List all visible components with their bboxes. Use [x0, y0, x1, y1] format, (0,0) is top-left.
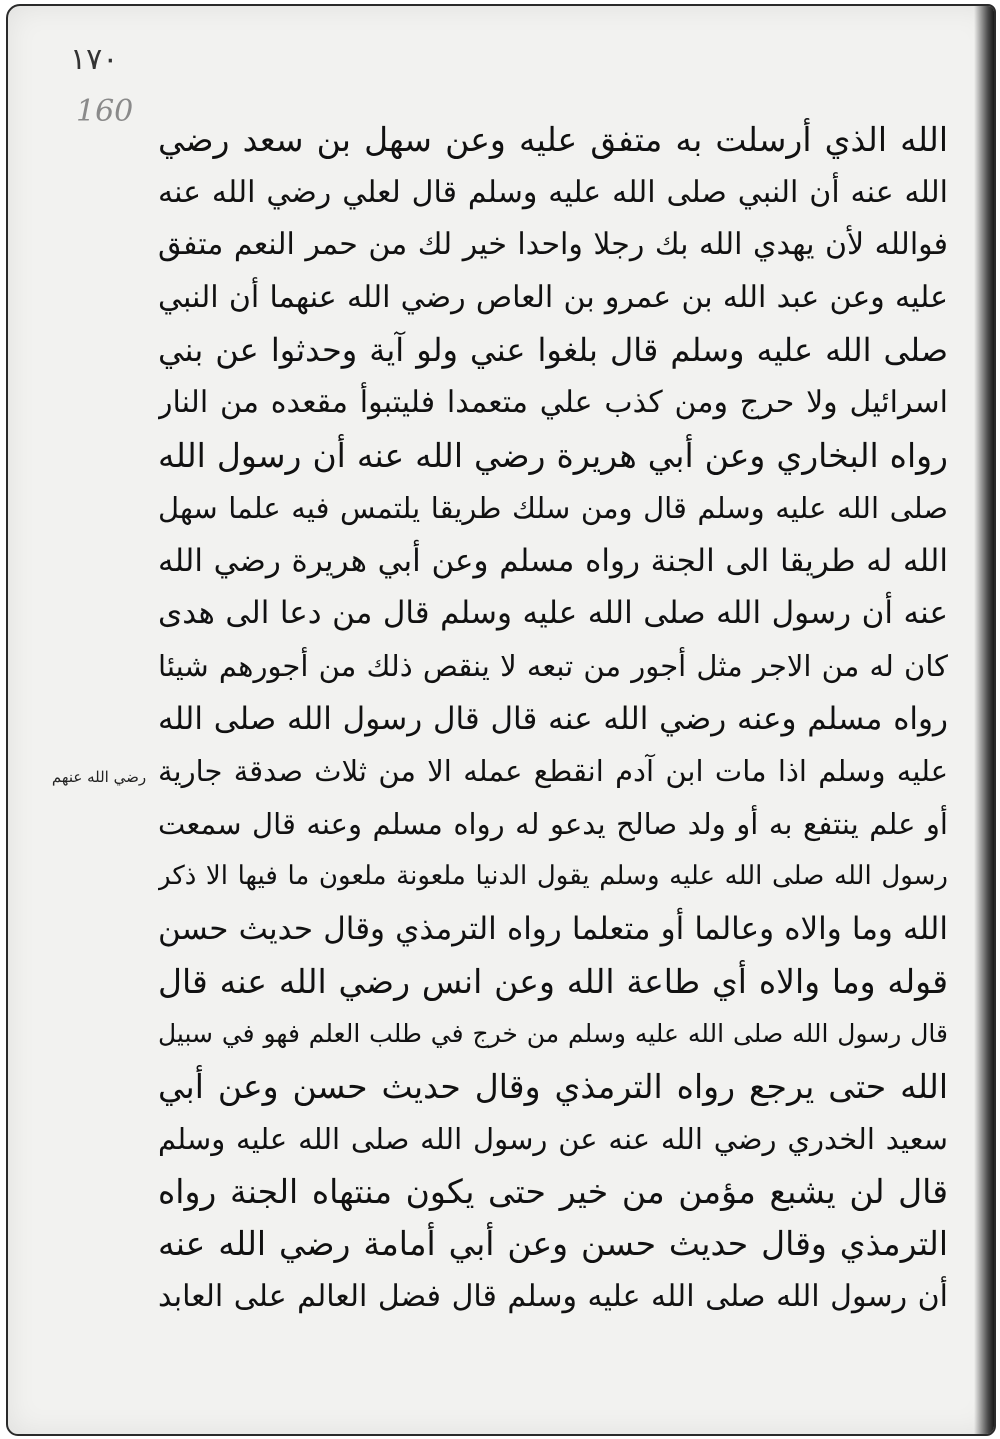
manuscript-text-block [158, 114, 948, 1324]
folio-number-ink: ١٧٠ [70, 42, 119, 77]
text-line: عنه أن رسول الله صلى الله عليه وسلم قال من دعا الى هدى [158, 595, 948, 632]
text-line: صلى الله عليه وسلم قال ومن سلك طريقا يلتمس فيه علما سهل [158, 491, 948, 526]
text-line: فوالله لأن يهدي الله بك رجلا واحدا خير لك من حمر النعم متفق [158, 227, 948, 263]
text-line: عليه وعن عبد الله بن عمرو بن العاص رضي الله عنهما أن النبي [158, 279, 948, 315]
text-line: قوله وما والاه أي طاعة الله وعن انس رضي الله عنه قال [158, 961, 948, 1001]
text-line: رواه مسلم وعنه رضي الله عنه قال قال رسول الله صلى الله [158, 700, 948, 737]
text-line: الله الذي أرسلت به متفق عليه وعن سهل بن سعد رضي [158, 120, 948, 159]
text-line: الله حتى يرجع رواه الترمذي وقال حديث حسن وعن أبي [158, 1066, 948, 1106]
text-line: الله وما والاه وعالما أو متعلما رواه الترمذي وقال حديث حسن [158, 910, 948, 947]
text-line: أو علم ينتفع به أو ولد صالح يدعو له رواه مسلم وعنه قال سمعت [158, 806, 948, 841]
folio-number-pencil: 160 [76, 94, 134, 129]
page-edge-shadow [974, 6, 994, 1434]
text-line: صلى الله عليه وسلم قال بلغوا عني ولو آية وحدثوا عن بني [158, 331, 948, 370]
text-line: رواه البخاري وعن أبي هريرة رضي الله عنه أن رسول الله [158, 435, 948, 475]
text-line: قال لن يشبع مؤمن من خير حتى يكون منتهاه الجنة رواه [158, 1171, 948, 1211]
text-line: الله له طريقا الى الجنة رواه مسلم وعن أبي هريرة رضي الله [158, 542, 948, 579]
text-line: كان له من الاجر مثل أجور من تبعه لا ينقص ذلك من أجورهم شيئا [158, 648, 948, 683]
text-line: قال رسول الله صلى الله عليه وسلم من خرج في طلب العلم فهو في سبيل [158, 1019, 948, 1049]
margin-note: رضي الله عنهم [51, 768, 147, 786]
text-line: سعيد الخدري رضي الله عنه عن رسول الله صلى الله عليه وسلم [158, 1122, 948, 1157]
manuscript-page [6, 4, 996, 1436]
text-line: أن رسول الله صلى الله عليه وسلم قال فضل العالم على العابد [158, 1279, 948, 1315]
text-line: عليه وسلم اذا مات ابن آدم انقطع عمله الا من ثلاث صدقة جارية [158, 754, 948, 789]
text-line: الله عنه أن النبي صلى الله عليه وسلم قال لعلي رضي الله عنه [158, 174, 948, 210]
text-line: رسول الله صلى الله عليه وسلم يقول الدنيا ملعونة ملعون ما فيها الا ذكر [158, 861, 948, 892]
text-line: الترمذي وقال حديث حسن وعن أبي أمامة رضي الله عنه [158, 1224, 948, 1264]
text-line: اسرائيل ولا حرج ومن كذب علي متعمدا فليتبوأ مقعده من النار [158, 384, 948, 420]
